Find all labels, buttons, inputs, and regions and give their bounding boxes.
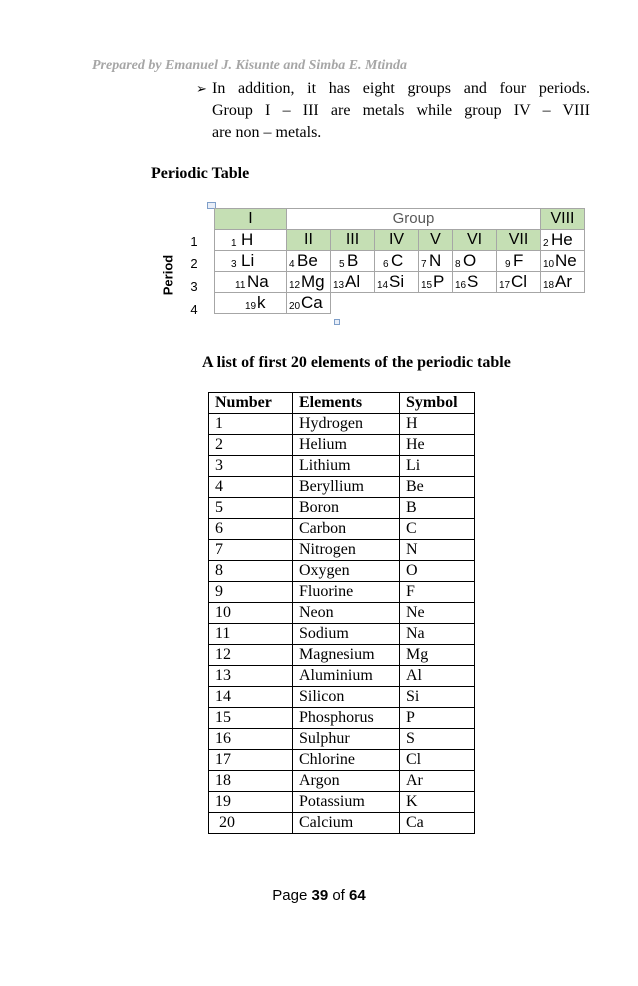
cell-element: Oxygen	[293, 561, 400, 582]
cell-element: Neon	[293, 603, 400, 624]
cell-number: 8	[209, 561, 293, 582]
group-header-v: V	[419, 230, 453, 251]
group-header-iii: III	[331, 230, 375, 251]
table-row	[209, 477, 475, 498]
table-row	[209, 561, 475, 582]
cell-number: 20	[209, 813, 293, 834]
cell-element: Carbon	[293, 519, 400, 540]
period-axis-label: Period	[160, 254, 176, 296]
table-header-row	[209, 393, 475, 414]
cell-symbol: Ne	[400, 603, 475, 624]
element-cell-n: 7 N	[419, 251, 453, 272]
cell-number: 3	[209, 456, 293, 477]
cell-symbol: Mg	[400, 645, 475, 666]
of-word: of	[332, 887, 345, 904]
table-row	[209, 645, 475, 666]
cell-element: Calcium	[293, 813, 400, 834]
period-number: 1	[190, 234, 198, 249]
cell-number: 13	[209, 666, 293, 687]
element-cell-he: 2 He	[541, 230, 585, 251]
element-cell-cl: 17 Cl	[497, 272, 541, 293]
cell-symbol: Li	[400, 456, 475, 477]
cell-number: 15	[209, 708, 293, 729]
element-cell-f: 9 F	[497, 251, 541, 272]
table-row	[209, 582, 475, 603]
table-row	[209, 603, 475, 624]
table-row	[209, 414, 475, 435]
element-cell-h: 1 H	[215, 230, 287, 251]
element-cell-al: 13 Al	[331, 272, 375, 293]
group-header-vii: VII	[497, 230, 541, 251]
cell-element: Chlorine	[293, 750, 400, 771]
cell-number: 9	[209, 582, 293, 603]
period-number: 3	[190, 279, 198, 294]
element-cell-k: 19 k	[215, 293, 287, 314]
bullet-line: In addition, it has eight groups and four periods.	[212, 80, 590, 97]
cell-element: Phosphorus	[293, 708, 400, 729]
column-header-symbol: Symbol	[400, 393, 475, 414]
column-header-number: Number	[209, 393, 293, 414]
element-cell-na: 11 Na	[215, 272, 287, 293]
cell-element: Boron	[293, 498, 400, 519]
group-header-ii: II	[287, 230, 331, 251]
table-row	[209, 708, 475, 729]
table-row	[209, 750, 475, 771]
element-list-heading: A list of first 20 elements of the periodic table	[202, 354, 511, 371]
periodic-table	[214, 208, 585, 314]
cell-symbol: C	[400, 519, 475, 540]
cell-number: 14	[209, 687, 293, 708]
cell-symbol: S	[400, 729, 475, 750]
cell-symbol: Be	[400, 477, 475, 498]
table-row	[209, 666, 475, 687]
table-row	[209, 519, 475, 540]
cell-symbol: Ar	[400, 771, 475, 792]
cell-number: 19	[209, 792, 293, 813]
cell-element: Magnesium	[293, 645, 400, 666]
table-row	[209, 687, 475, 708]
cell-symbol: Na	[400, 624, 475, 645]
cell-element: Sulphur	[293, 729, 400, 750]
group-header-viii: VIII	[541, 209, 585, 230]
cell-number: 12	[209, 645, 293, 666]
document-header: Prepared by Emanuel J. Kisunte and Simba E. Mtinda	[92, 58, 408, 73]
cell-symbol: N	[400, 540, 475, 561]
table-row	[209, 771, 475, 792]
cell-symbol: Cl	[400, 750, 475, 771]
cell-symbol: O	[400, 561, 475, 582]
table-row	[209, 624, 475, 645]
empty-region	[331, 293, 585, 314]
element-cell-li: 3 Li	[215, 251, 287, 272]
table-row	[209, 792, 475, 813]
cell-element: Argon	[293, 771, 400, 792]
cell-number: 6	[209, 519, 293, 540]
column-header-elements: Elements	[293, 393, 400, 414]
element-list-table	[208, 392, 475, 834]
page-word: Page	[272, 887, 308, 904]
bullet-line: Group I – III are metals while group IV – VIII	[212, 102, 590, 119]
table-row	[209, 456, 475, 477]
cell-number: 17	[209, 750, 293, 771]
cell-number: 2	[209, 435, 293, 456]
cell-number: 1	[209, 414, 293, 435]
bullet-line: are non – metals.	[212, 124, 322, 141]
table-row	[209, 813, 475, 834]
element-cell-ca: 20 Ca	[287, 293, 331, 314]
group-label: Group	[287, 209, 541, 230]
cell-symbol: K	[400, 792, 475, 813]
group-header-iv: IV	[375, 230, 419, 251]
cell-element: Potassium	[293, 792, 400, 813]
page-number: 39	[311, 887, 329, 904]
page-footer	[0, 887, 638, 904]
group-header-vi: VI	[453, 230, 497, 251]
cell-number: 16	[209, 729, 293, 750]
cell-element: Aluminium	[293, 666, 400, 687]
table-resize-handle-icon[interactable]	[334, 319, 340, 325]
cell-symbol: Ca	[400, 813, 475, 834]
element-cell-o: 8 O	[453, 251, 497, 272]
period-number: 2	[190, 256, 198, 271]
cell-symbol: B	[400, 498, 475, 519]
element-cell-b: 5 B	[331, 251, 375, 272]
period-number: 4	[190, 302, 198, 317]
table-row	[209, 540, 475, 561]
cell-number: 5	[209, 498, 293, 519]
element-cell-c: 6 C	[375, 251, 419, 272]
cell-number: 18	[209, 771, 293, 792]
cell-element: Helium	[293, 435, 400, 456]
table-row	[209, 729, 475, 750]
cell-element: Sodium	[293, 624, 400, 645]
cell-number: 4	[209, 477, 293, 498]
cell-symbol: P	[400, 708, 475, 729]
cell-number: 11	[209, 624, 293, 645]
cell-number: 10	[209, 603, 293, 624]
element-cell-ar: 18 Ar	[541, 272, 585, 293]
cell-element: Silicon	[293, 687, 400, 708]
bullet-point	[196, 78, 590, 144]
group-header-i: I	[215, 209, 287, 230]
cell-element: Lithium	[293, 456, 400, 477]
cell-symbol: Al	[400, 666, 475, 687]
element-cell-mg: 12 Mg	[287, 272, 331, 293]
element-cell-ne: 10 Ne	[541, 251, 585, 272]
table-row	[209, 498, 475, 519]
arrow-bullet-icon: ➢	[196, 81, 207, 96]
cell-symbol: He	[400, 435, 475, 456]
cell-element: Nitrogen	[293, 540, 400, 561]
cell-element: Fluorine	[293, 582, 400, 603]
table-row	[209, 435, 475, 456]
cell-number: 7	[209, 540, 293, 561]
cell-element: Beryllium	[293, 477, 400, 498]
element-cell-s: 16 S	[453, 272, 497, 293]
cell-symbol: F	[400, 582, 475, 603]
element-cell-si: 14 Si	[375, 272, 419, 293]
element-cell-p: 15 P	[419, 272, 453, 293]
periodic-table-heading: Periodic Table	[151, 165, 250, 182]
page-total: 64	[349, 887, 366, 904]
element-cell-be: 4 Be	[287, 251, 331, 272]
cell-symbol: H	[400, 414, 475, 435]
cell-element: Hydrogen	[293, 414, 400, 435]
cell-symbol: Si	[400, 687, 475, 708]
